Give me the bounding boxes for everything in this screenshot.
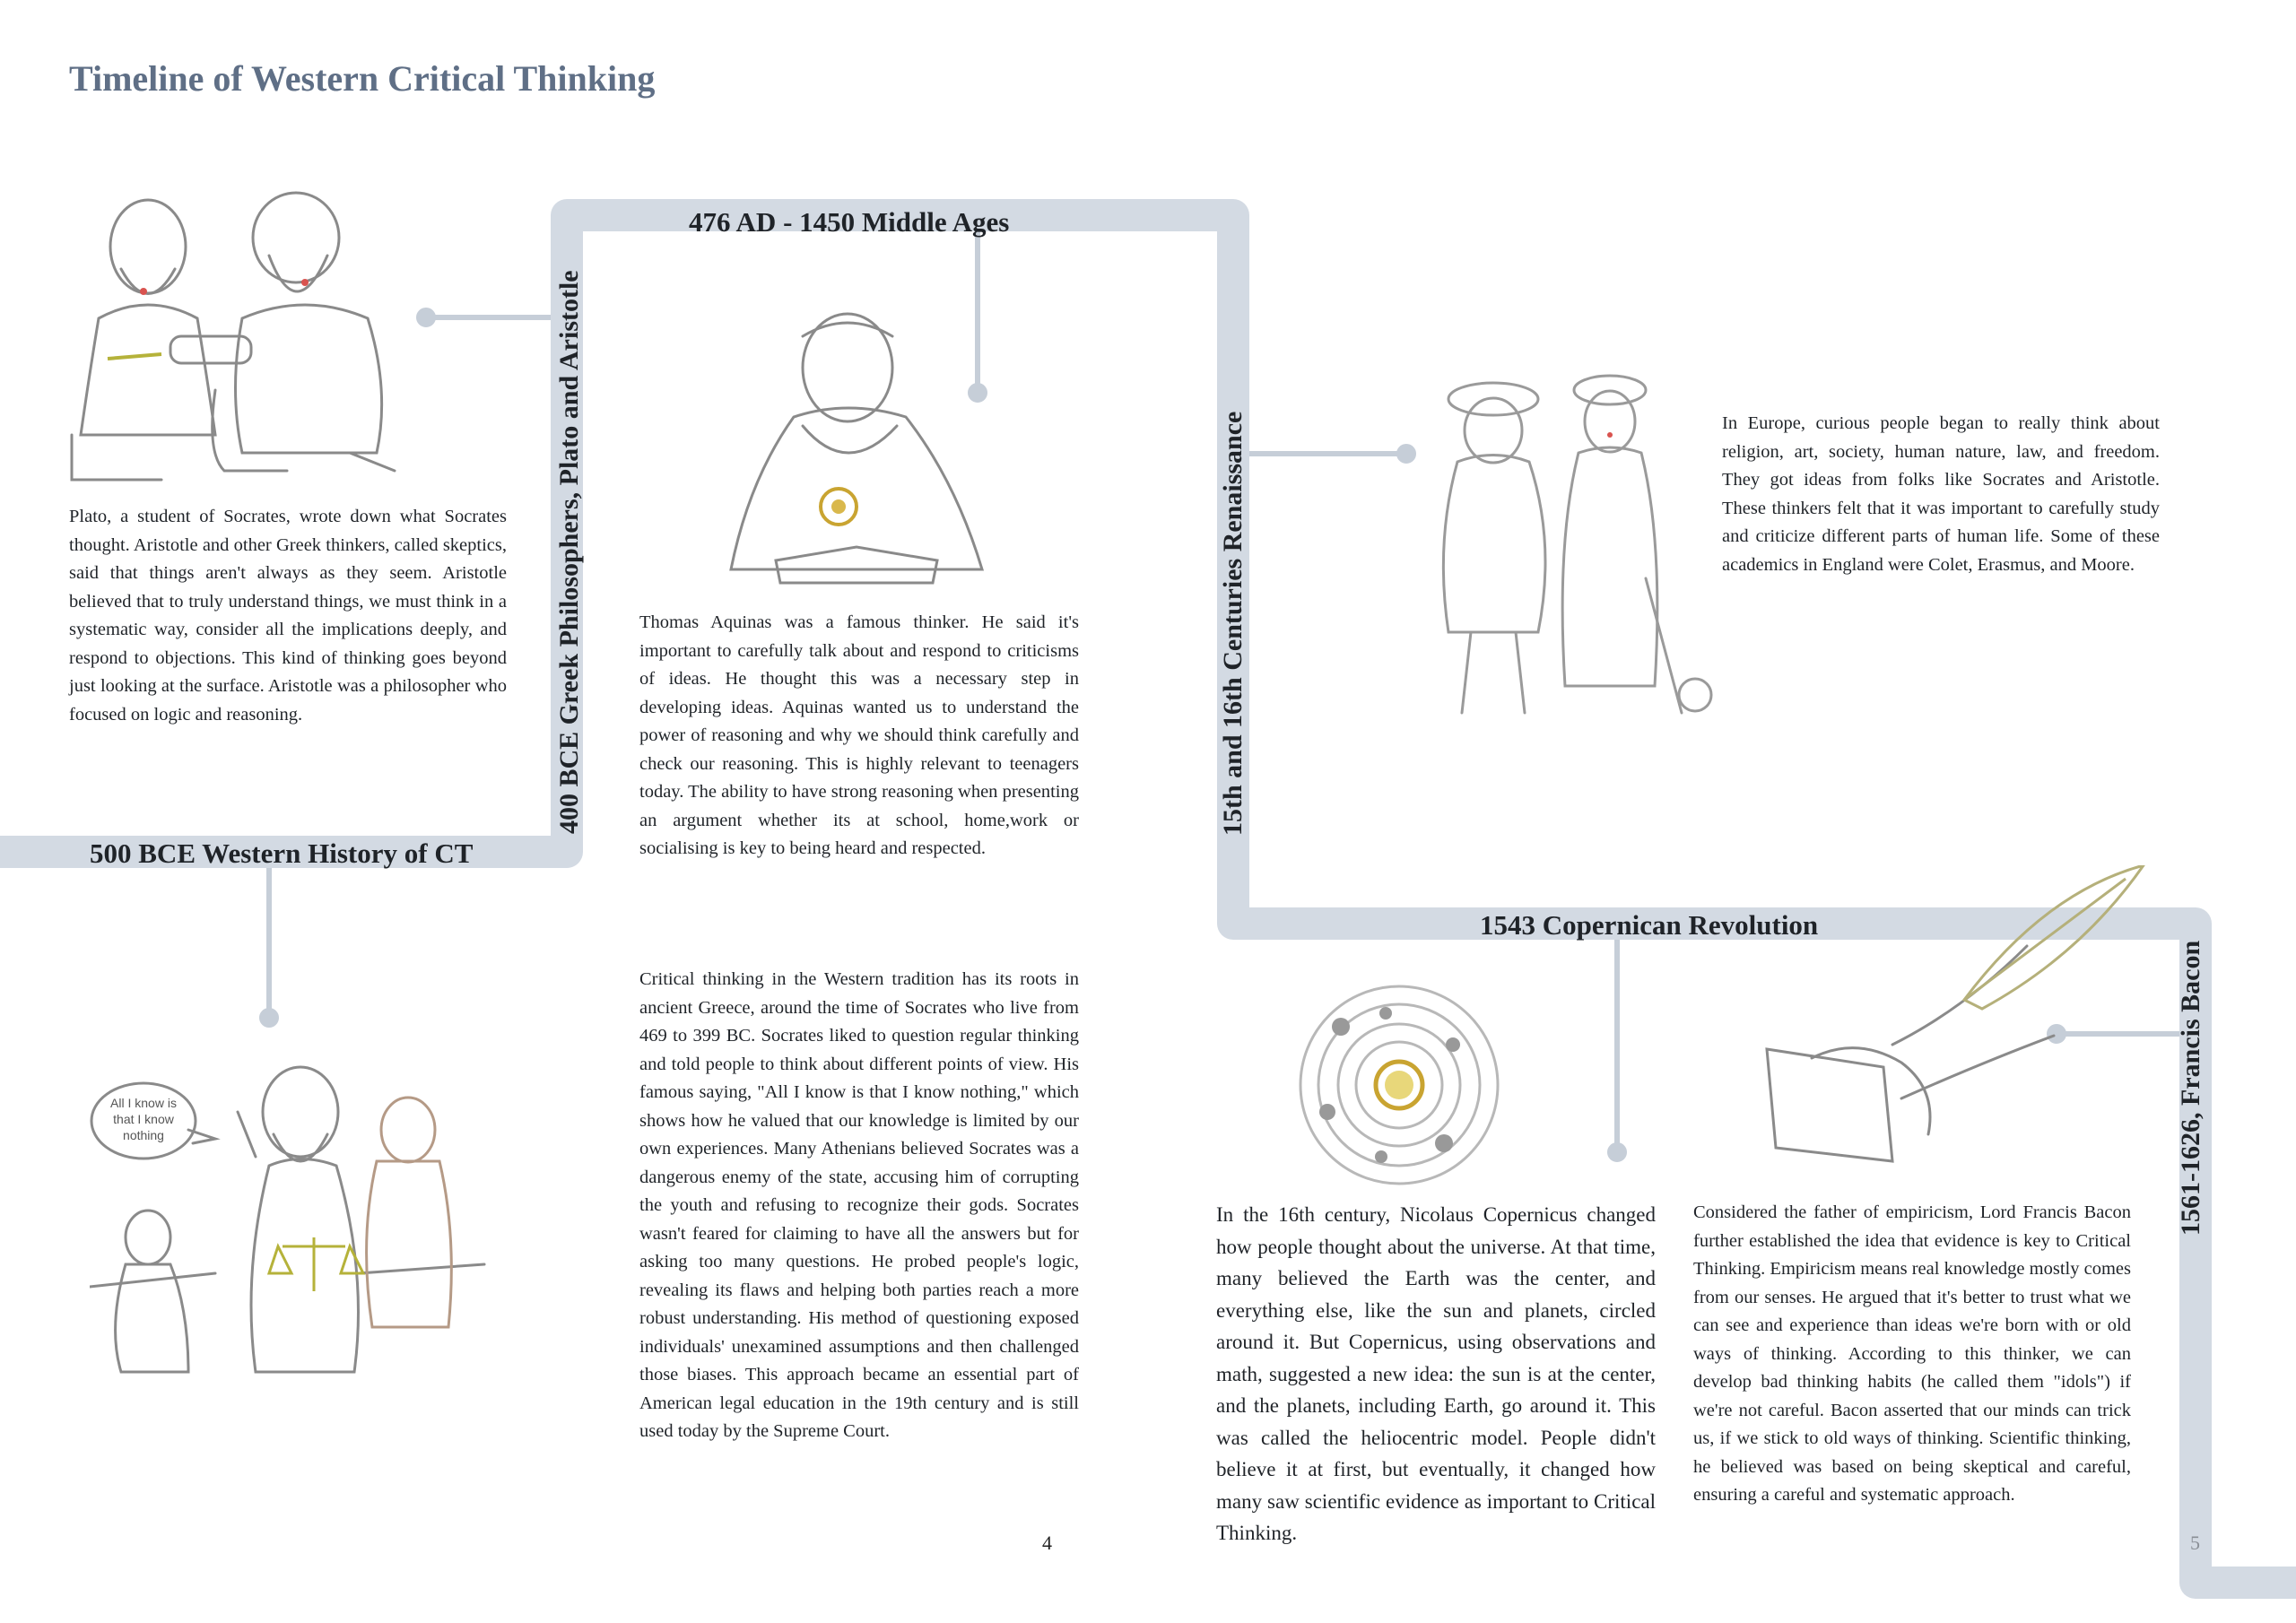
paragraph-aquinas: Thomas Aquinas was a famous thinker. He said it's important to carefully talk about and respond to criticisms of ideas. He thought this was a necessary step in developing ideas. Aquinas wanted us to understand the power of reasoning and why we should think carefully and check our reasoning. This is highly relevant to teenagers today. The ability to have strong reasoning when presenting an argument whether its at school, home,work or socialising is key to being heard and respected. [639, 612, 1079, 858]
page-number-right: 5 [2190, 1532, 2200, 1554]
plato-aristotle-illustration [54, 184, 404, 489]
bacon-writing-illustration [1758, 865, 2152, 1170]
page-number-left: 4 [1042, 1532, 1052, 1554]
paragraph-plato: Plato, a student of Socrates, wrote down what Socrates thought. Aristotle and other Greek thinkers, called skeptics, said that things aren't always as they seem. Aristotle believed that to truly understand things, we must think in a systematic way, consider all the implications deeply, and respond to objections. This kind of thinking goes beyond just looking at the surface. Aristotle was a philosopher who focused on logic and reasoning. [69, 507, 507, 725]
heading-middle-ages: 476 AD - 1450 Middle Ages [689, 206, 1010, 238]
paragraph-socrates: Critical thinking in the Western tradition has its roots in ancient Greece, around the time of Socrates who live from 469 to 399 BC. Socrates liked to question regular thinking and told people to think about different points of view. His famous saying, "All I know is that I know nothing," which shows how he valued that our knowledge is limited by our own experiences. Many Athenians believed Socrates was a dangerous enemy of the state, accusing him of corrupting the youth and refusing to recognize their gods. Socrates wasn't feared for claiming to have all the answers but for asking too many questions. He probed people's logic, revealing its flaws and helping both parties reach a more robust understanding. His method of questioning exposed individuals' unexamined assumptions and then challenged those biases. This approach became an essential part of American legal education in the 19th century and is still used today by the Supreme Court. [639, 969, 1079, 1441]
solar-system-illustration [1292, 977, 1507, 1193]
aquinas-illustration [713, 300, 1009, 596]
paragraph-bacon: Considered the father of empiricism, Lord Francis Bacon further established the idea that evidence is key to Critical Thinking. Empiricism means real knowledge mostly comes from our senses. He argued that it's better to trust what we can see and experience than ideas we're born with or old ways of thinking. According to this thinker, we can develop bad thinking habits (he called them "idols") if we're not careful. Bacon asserted that our minds can trick us, if we stick to old ways of thinking. Scientific thinking, he believed was based on being skeptical and careful, ensuring a careful and systematic approach. [1693, 1202, 2131, 1505]
heading-bacon: 1561-1626, Francis Bacon [2176, 940, 2205, 1236]
paragraph-copernicus: In the 16th century, Nicolaus Copernicus changed how people thought about the universe. At that time, many believed the Earth was the center, and everything else, like the sun and planets, circled around it. But Copernicus, using observations and math, suggested a new idea: the sun is at the center, and the planets, including Earth, go around it. This was called the heliocentric model. People didn't believe it at first, but eventually, it changed how many saw scientific evidence as important to Critical Thinking. [1216, 1203, 1656, 1544]
heading-400bce: 400 BCE Greek Philosophers, Plato and Aristotle [554, 270, 584, 834]
speech-bubble-text: All I know is that I know nothing [110, 1096, 177, 1142]
heading-renaissance: 15th and 16th Centuries Renaissance [1218, 411, 1248, 836]
heading-copernican: 1543 Copernican Revolution [1480, 909, 1819, 941]
renaissance-illustration [1422, 363, 1726, 722]
paragraph-renaissance: In Europe, curious people began to really think about religion, art, society, human nature, law, and freedom. They got ideas from folks like Socrates and Aristotle. These thinkers felt that it was important to carefully study and criticize different parts of human life. Some of these academics in England were Colet, Erasmus, and Moore. [1722, 413, 2160, 575]
heading-500bce: 500 BCE Western History of CT [90, 838, 474, 869]
page-title: Timeline of Western Critical Thinking [69, 58, 656, 99]
